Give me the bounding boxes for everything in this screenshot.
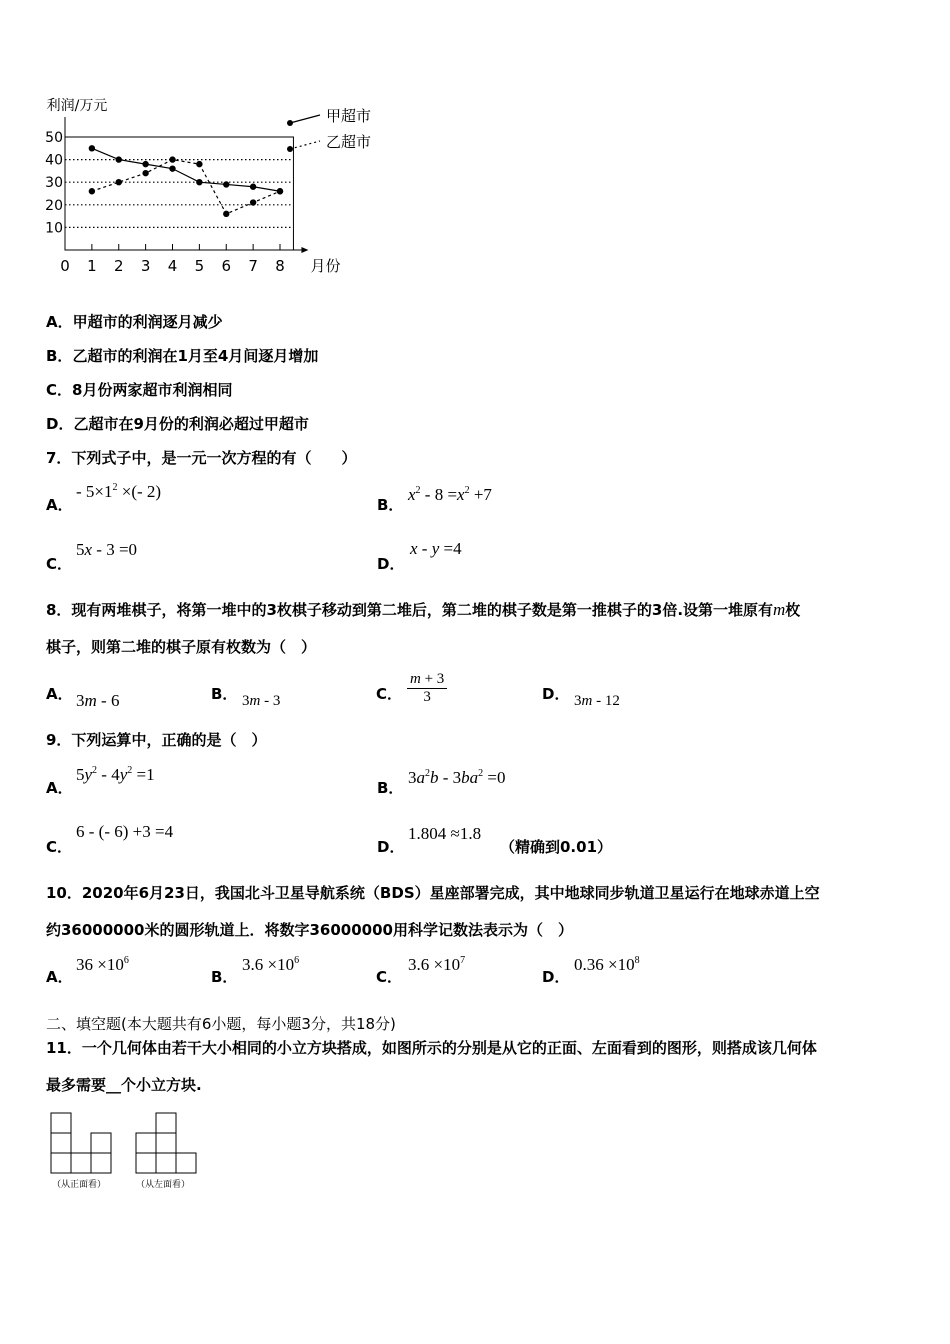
x-tick-label: 1: [87, 257, 97, 275]
q8-b-letter: B．: [211, 685, 238, 703]
y-tick-label: 50: [45, 130, 63, 146]
q8-stem-line2: 棋子，则第二堆的棋子原有枚数为（ ）: [46, 638, 317, 656]
front-cube: [71, 1153, 91, 1173]
q10-c-expr: $3.6 \times 10^7$: [408, 955, 466, 974]
front-cube: [51, 1113, 71, 1133]
q8-b-expr: 3m - 3: [242, 693, 281, 709]
q10-d-letter: D．: [542, 968, 570, 986]
left-cube: [156, 1113, 176, 1133]
left-cube: [176, 1153, 196, 1173]
legend-line-1: [290, 115, 320, 123]
x-tick-label: 7: [248, 257, 258, 275]
y-tick-label: 30: [45, 175, 63, 192]
series-point-2: [142, 170, 148, 176]
q9-b-letter: B．: [377, 779, 404, 797]
left-cube: [136, 1133, 156, 1153]
legend-line-2: [290, 141, 320, 149]
series-point-2: [116, 179, 122, 185]
series-point-1: [250, 184, 256, 190]
q9-d-letter: D．: [377, 838, 405, 856]
q10-a-letter: A．: [46, 968, 73, 986]
q9-b-expr: $3a^2b - 3ba^2 =0$: [408, 768, 506, 787]
left-cube: [156, 1153, 176, 1173]
y-tick-label: 20: [45, 197, 63, 214]
series-point-2: [223, 211, 229, 217]
plot-frame: [65, 137, 293, 250]
q9-d-note: （精确到0.01）: [500, 838, 613, 856]
q10-c-letter: C．: [376, 968, 403, 986]
q9-a-expr: $5y^2 - 4y^2 =1$: [76, 765, 155, 784]
x-tick-label: 5: [194, 257, 205, 275]
front-cube: [51, 1153, 71, 1173]
x-axis-title: 月份: [310, 257, 341, 275]
q7-c-letter: C．: [46, 555, 73, 573]
q9-d-expr: 1.804 ≈1.8: [408, 824, 482, 843]
series-point-1: [142, 161, 148, 167]
q7-c-expr: 5x - 3 =0: [76, 540, 138, 559]
left-cube: [156, 1133, 176, 1153]
q7-a-expr: - $5\times 1^2$ ×(- 2): [76, 482, 162, 501]
q9-c-letter: C．: [46, 838, 73, 856]
q10-d-expr: $0.36 \times 10^8$: [574, 955, 640, 974]
x-tick-label: 8: [275, 257, 285, 275]
series-point-2: [89, 188, 95, 194]
series-point-2: [196, 161, 202, 167]
q10-b-expr: $3.6 \times 10^6$: [242, 955, 300, 974]
q7-d-expr: x - y =4: [410, 539, 462, 558]
x-axis-arrow: [301, 247, 308, 253]
series-point-1: [89, 145, 95, 151]
front-view-caption: （从正面看）: [52, 1180, 107, 1190]
q10-stem-line1: 10．2020年6月23日，我国北斗卫星导航系统（BDS）星座部署完成，其中地球同步轨道卫星运行在地球赤道上空: [46, 884, 820, 902]
series-point-1: [223, 181, 229, 187]
x-tick-label: 2: [113, 257, 124, 275]
q9-c-expr: 6 - (- 6) +3 =4: [76, 822, 174, 841]
front-view-figure: [48, 1110, 118, 1174]
series-point-2: [169, 156, 175, 162]
q7-b-expr: $x^2 - 8 =x^2 +7$: [408, 485, 492, 504]
x-origin-label: 0: [60, 257, 70, 275]
series-point-1: [116, 156, 122, 162]
legend-label-2: 乙超市: [326, 133, 372, 151]
legend-label-1: 甲超市: [326, 107, 372, 125]
y-axis-title: 利润/万元: [46, 98, 108, 114]
q8-stem-line1: 8．现有两堆棋子，将第一堆中的3枚棋子移动到第二堆后，第二堆的棋子数是第一推棋子的3倍.设第一堆原有m枚: [46, 600, 801, 619]
q9-a-letter: A．: [46, 779, 73, 797]
q6-option-d: D．乙超市在9月份的利润必超过甲超市: [46, 415, 309, 433]
q11-stem-line1: 11．一个几何体由若干大小相同的小立方块搭成，如图所示的分别是从它的正面、左面看到的图形，则搭成该几何体: [46, 1039, 817, 1057]
q10-a-expr: $36 \times 10^6$: [76, 955, 129, 974]
q9-stem: 9．下列运算中，正确的是（ ）: [46, 731, 267, 749]
q10-b-letter: B．: [211, 968, 238, 986]
q8-a-expr: 3m - 6: [76, 691, 120, 710]
q8-c-expr: $\frac{m + 3}{3}$: [407, 671, 447, 706]
series-point-1: [169, 165, 175, 171]
y-tick-label: 40: [45, 152, 63, 169]
front-cube: [91, 1153, 111, 1173]
q10-stem-line2: 约36000000米的圆形轨道上．将数字36000000用科学记数法表示为（ ）: [46, 921, 573, 939]
left-cube: [136, 1153, 156, 1173]
q8-a-letter: A．: [46, 685, 73, 703]
left-view-figure: [133, 1110, 199, 1174]
q7-a-letter: A．: [46, 496, 73, 514]
front-cube: [51, 1133, 71, 1153]
q6-option-c: C．8月份两家超市利润相同: [46, 381, 233, 399]
q7-b-letter: B．: [377, 496, 404, 514]
q8-c-letter: C．: [376, 685, 403, 703]
series-point-2: [250, 199, 256, 205]
q7-d-letter: D．: [377, 555, 405, 573]
x-tick-label: 6: [221, 257, 232, 275]
section2-title: 二、填空题(本大题共有6小题，每小题3分，共18分): [46, 1015, 396, 1033]
x-tick-label: 3: [140, 257, 151, 275]
q11-stem-line2: 最多需要__个小立方块.: [46, 1076, 202, 1094]
q6-option-b: B．乙超市的利润在1月至4月间逐月增加: [46, 347, 319, 365]
series-point-1: [196, 179, 202, 185]
front-cube: [91, 1133, 111, 1153]
q6-option-a: A．甲超市的利润逐月减少: [46, 313, 223, 331]
left-view-caption: （从左面看）: [136, 1180, 191, 1190]
q8-d-expr: 3m - 12: [574, 693, 620, 709]
q7-stem: 7．下列式子中，是一元一次方程的有（ ）: [46, 449, 357, 467]
q8-d-letter: D．: [542, 685, 570, 703]
y-tick-label: 10: [45, 220, 63, 237]
profit-line-chart: [40, 90, 400, 280]
x-tick-label: 4: [167, 257, 178, 275]
series-point-2: [277, 188, 283, 194]
